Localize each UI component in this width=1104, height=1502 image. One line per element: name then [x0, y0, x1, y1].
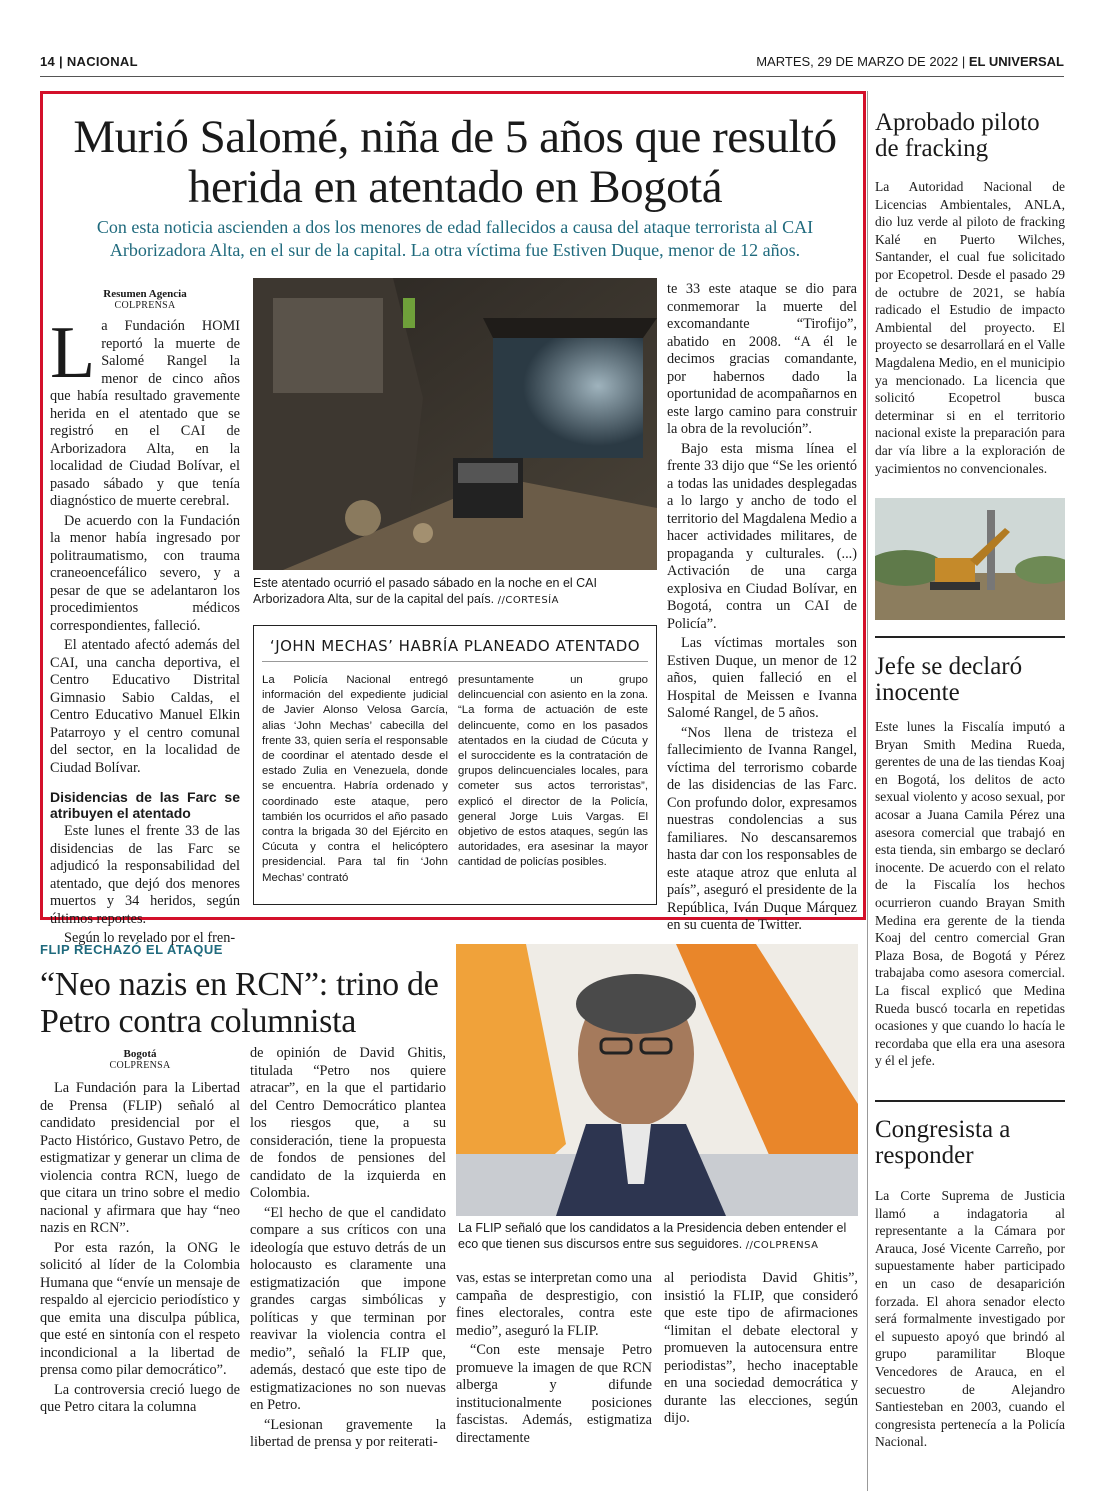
issue-date: MARTES, 29 DE MARZO DE 2022 |: [756, 54, 966, 69]
paragraph: Este lunes el frente 33 de las disidencias de las Farc se adjudicó la responsabilidad del atentado, que dejó dos menores muertos y 34 heridos, según últimos reportes.: [50, 823, 240, 927]
box-column-1: La Policía Nacional entregó información del expediente judicial de Javier Alonso Velosa García, alias ‘John Mechas’ cabecilla del frente 33, quien sería el responsable de coordinar el atentado desde el estado Zulia en Venezuela, donde se encuentra. Habría ordenado y coordinado este ataque, pero también los ocurridos el año pasado contra la brigada 30 del Ejército en Cúcuta y contra el helicóptero presidencial. Para tal fin ‘John Mechas’ contrató: [262, 674, 448, 884]
bottom-photo-caption: [458, 1220, 858, 1254]
photo-credit: //CORTESÍA: [497, 595, 559, 606]
paragraph: Bajo esta misma línea el frente 33 dijo que “Se les orientó a todas las unidades desplegadas a lo largo y ancho de todo el territorio del Magdalena Medio a hacer actividades militares, de propaganda y culturales. (...) Activación de una carga explosiva en Ciudad Bolívar, en Bogotá, contra un CAI de Policía”.: [667, 440, 857, 632]
byline-agency: COLPRENSA: [109, 1060, 171, 1071]
main-byline: [50, 288, 240, 311]
paragraph: “Lesionan gravemente la libertad de prensa y por reiterati-: [250, 1416, 446, 1450]
sidebar-divider: [867, 91, 868, 1491]
main-headline: Murió Salomé, niña de 5 años que resultó herida en atentado en Bogotá: [73, 111, 837, 213]
page-section-label: 14 | NACIONAL: [40, 54, 138, 69]
section-subhead: Disidencias de las Farc se atribuyen el atentado: [50, 789, 240, 821]
paragraph: te 33 este ataque se dio para conmemorar la muerte del excomandante “Tirofijo”, abatido en 2008. “A él le decimos gracias comandante, por habernos dado la oportunidad de acompañarnos en este largo camino para construir la obra de la revolución”.: [667, 281, 857, 437]
paragraph: De acuerdo con la Fundación la menor había ingresado por politraumatismo, con trauma craneoencefálico severo, y a pesar de que se adelantaron los procedimientos médicos correspondientes, falleció.: [50, 512, 240, 634]
box-divider: [262, 661, 648, 662]
main-column-3: [667, 281, 857, 937]
bottom-kicker: FLIP RECHAZÓ EL ATAQUE: [40, 942, 223, 957]
main-subtitle: Con esta noticia ascienden a dos los menores de edad fallecidos a causa del ataque terrorista al CAI Arborizadora Alta, en el sur de la capital. La otra víctima fue Estiven Duque, menor de 12 años.: [96, 217, 814, 260]
bottom-headline: “Neo nazis en RCN”: trino de Petro contra columnista: [40, 966, 439, 1040]
photo-caption: [253, 575, 657, 609]
fracking-photo: [875, 498, 1065, 620]
paragraph: Según lo revelado por el fren-: [64, 930, 236, 946]
sidebar-text-1: La Autoridad Nacional de Licencias Ambientales, ANLA, dio luz verde al piloto de fracking Kalé en Puerto Wilches, Santander, el cual fue solicitado por Ecopetrol. Desde el pasado 29 de octubre de 2021, se había radicado el Estudio de impacto Ambiental del proyecto. El proyecto se desarrollará en el Valle Magdalena Medio, en el municipio ya mencionado. La licencia que solicitó Ecopetrol busca determinar si en el territorio nacional existe la preparación para dar vía libre a la exploración de yacimientos no convencionales.: [875, 179, 1065, 476]
bottom-column-3: [456, 1270, 652, 1449]
caption-text: Este atentado ocurrió el pasado sábado en la noche en el CAI Arborizadora Alta, sur de la capital del país.: [253, 576, 597, 606]
paragraph: “El hecho de que el candidato compare a sus críticos con una ideología que estuvo detrás de un holocausto es claramente una estigmatización que impone grandes cargas simbólicas y políticas y que terminan por reavivar la violencia contra el medio”, señaló la FLIP que, además, destacó que este tipo de estigmatizaciones no son nuevas en Petro.: [250, 1204, 446, 1413]
byline-name: Resumen Agencia: [103, 288, 187, 300]
attack-photo: [253, 278, 657, 570]
paragraph: “Nos llena de tristeza el fallecimiento de Ivanna Rangel, víctima del terrorismo cobarde de las disidencias de las Farc. Con profundo dolor, expresamos nuestras condolencias a sus familiares. No descansaremos hasta dar con los responsables de este ataque atroz que enluta al país”, aseguró el presidente de la República, Iván Duque Márquez en su cuenta de Twitter.: [667, 724, 857, 933]
sidebar-rule: [875, 1100, 1065, 1102]
caption-text: La FLIP señaló que los candidatos a la Presidencia deben entender el eco que tienen sus discursos entre sus seguidores.: [458, 1221, 847, 1251]
sidebar-text-3: La Corte Suprema de Justicia llamó a indagatoria al representante a la Cámara por Arauca, José Vicente Carreño, por supuestamente haber participado en un caso de desaparición forzada. El ahora senador electo será formalmente investigado por el supuesto apoyó que brindó al grupo paramilitar Bloque Vencedores de Arauca, en el secuestro de Alejandro Santiesteban en 2003, cuando el congresista pertenecía a la Policía Nacional.: [875, 1188, 1065, 1450]
sidebar-headline-2: Jefe se declaró inocente: [875, 653, 1023, 706]
damaged-room-image: [253, 278, 657, 570]
byline-name: Bogotá: [123, 1048, 157, 1060]
newspaper-name: EL UNIVERSAL: [968, 54, 1064, 69]
bottom-column-1: [40, 1080, 240, 1419]
paragraph: “Con este mensaje Petro promueve la imagen de que RCN alberga y difunde institucionalmente posiciones fascistas. Además, estigmatiza directamente: [456, 1342, 652, 1446]
box-title: ‘JOHN MECHAS’ HABRÍA PLANEADO ATENTADO: [269, 637, 641, 655]
bottom-byline: [40, 1048, 240, 1071]
paragraph: al periodista David Ghitis”, insistió la FLIP, que consideró que este tipo de afirmaciones “limitan el debate electoral y promueven la autocensura entre periodistas”, hecho inaceptable en una sociedad democrática y durante las elecciones, según dijo.: [664, 1270, 858, 1426]
dropcap: L: [50, 312, 96, 394]
petro-photo: [456, 944, 858, 1216]
paragraph: Por esta razón, la ONG le solicitó al líder de la Colombia Humana que “envíe un mensaje de respaldo al ejercicio periodístico y que emita una disculpa pública, que esté en sintonía con el respeto incondicional a la libertad de prensa como pilar democrático”.: [40, 1239, 240, 1378]
date-and-newspaper: [756, 54, 1064, 69]
paragraph: a Fundación HOMI reportó la muerte de Salomé Rangel la menor de cinco años que había resultado gravemente herida en el atentado que se registró en el CAI de Arborizadora Alta, en la localidad de Ciudad Bolívar, el pasado sábado y que tenía diagnóstico de muerte cerebral.: [50, 318, 240, 509]
sidebar-rule: [875, 636, 1065, 638]
bottom-column-4: [664, 1270, 858, 1430]
paragraph: de opinión de David Ghitis, titulada “Petro nos quiere atracar”, en la que el partidario del Centro Democrático plantea los riesgos que, a su consideración, tiene la propuesta de fondos de pensiones del candidato de la izquierda en Colombia.: [250, 1045, 446, 1201]
sidebar-headline-3: Congresista a responder: [875, 1116, 1011, 1169]
sidebar-headline-1: Aprobado piloto de fracking: [875, 109, 1040, 162]
box-column-2: presuntamente un grupo delincuencial con asiento en la zona. “La forma de actuación de este delincuente, como en los pasados atentados en la ciudad de Cúcuta y el suroccidente es la contratación de grupos delincuenciales locales, para cometer sus actos terroristas”, explicó el director de la Policía, general Jorge Luis Vargas. El objetivo de estos ataques, según las autoridades, era asesinar la mayor cantidad de policías posibles.: [458, 674, 648, 869]
main-column-1: [50, 312, 240, 950]
paragraph: La controversia creció luego de que Petro citara la columna: [40, 1381, 240, 1415]
speaker-image: [456, 944, 858, 1216]
excavator-image: [875, 498, 1065, 620]
paragraph: vas, estas se interpretan como una campaña de desprestigio, con fines electorales, contra este medio”, aseguró la FLIP.: [456, 1270, 652, 1339]
paragraph: La Fundación para la Libertad de Prensa (FLIP) señaló al candidato presidencial por el Pacto Histórico, Gustavo Petro, de estigmatizar y generar un clima de violencia contra RCN, luego de que citara un trino sobre el medio nacional y afirmara que hay “neo nazis en RCN”.: [40, 1080, 240, 1236]
bottom-column-2: [250, 1045, 446, 1454]
paragraph: El atentado afectó además del CAI, una cancha deportiva, el Centro Educativo Distrital Gimnasio Sabio Caldas, el Centro Educativo Manuel Elkin Patarroyo y el centro comunal del sector, en la localidad de Ciudad Bolívar.: [50, 637, 240, 776]
byline-agency: COLPRENSA: [114, 300, 176, 311]
paragraph: Las víctimas mortales son Estiven Duque, un menor de 12 años, quien falleció en el Hospital de Meissen e Ivanna Salomé Rangel, de 5 años.: [667, 635, 857, 721]
page-header: [40, 54, 1064, 77]
photo-credit: //COLPRENSA: [745, 1240, 819, 1251]
sidebar-text-2: Este lunes la Fiscalía imputó a Bryan Smith Medina Rueda, gerentes de una de las tiendas Koaj en Bogotá, los delitos de acto sexual violento y acoso sexual, por acosar a Juana Camila Pérez una asesora comercial que trabajó en esta tienda, sin embargo se declaró inocente. De acuerdo con el relato de la Fiscalía los hechos ocurrieron cuando Brayan Smith Medina era gerente de la tienda Koaj del centro comercial Gran Plaza Bosa, de Bogotá y Pérez trabajaba como asesora comercial. La fiscal explicó que Medina Rueda buscó tocarla en repetidas ocasiones y que cuando lo hacía le recordaba que ella era una asesora y él el jefe.: [875, 719, 1065, 1069]
